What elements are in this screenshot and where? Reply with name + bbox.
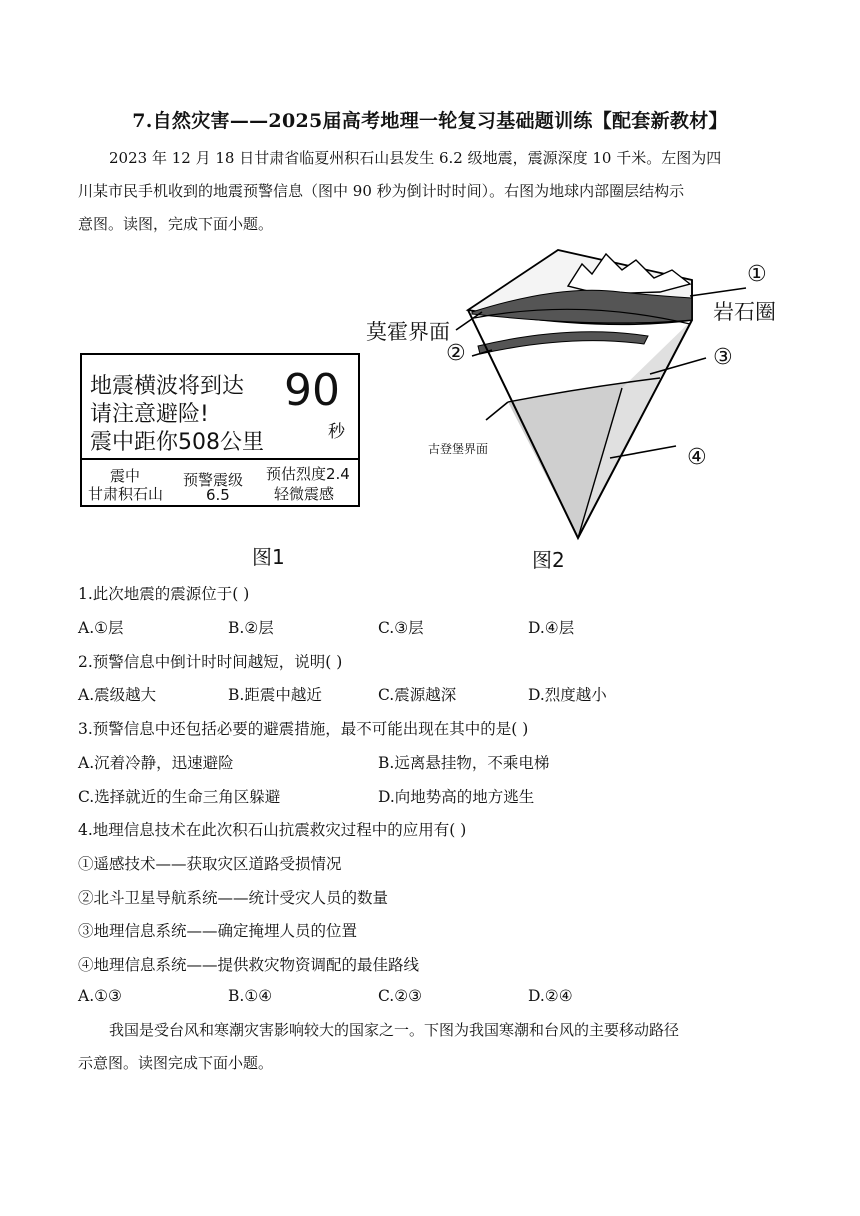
countdown-number: 90 <box>284 365 340 416</box>
q1-option-c[interactable]: C.③层 <box>378 619 424 637</box>
gutenberg-label: 古登堡界面 <box>428 442 489 456</box>
earth-interior-diagram <box>360 240 800 575</box>
mantle-band <box>478 332 648 354</box>
intensity-label: 预估烈度2.4 <box>266 465 350 483</box>
intro-line-1: 2023 年 12 月 18 日甘肃省临夏州积石山县发生 6.2 级地震，震源深度 10 千米。左图为四 <box>109 149 722 167</box>
q4-option-b[interactable]: B.①④ <box>228 987 273 1005</box>
moho-label: 莫霍界面 <box>366 320 450 344</box>
q3-option-c[interactable]: C.选择就近的生命三角区躲避 <box>78 788 281 806</box>
q4-option-d[interactable]: D.②④ <box>528 987 573 1005</box>
q2-option-a[interactable]: A.震级越大 <box>78 686 157 704</box>
marker-4: ④ <box>687 445 707 470</box>
q1-option-b[interactable]: B.②层 <box>228 619 274 637</box>
q1-option-a[interactable]: A.①层 <box>78 619 124 637</box>
question-4-stem: 4.地理信息技术在此次积石山抗震救灾过程中的应用有( ) <box>78 821 467 839</box>
box-divider <box>82 458 358 460</box>
moho-leader-line <box>456 312 482 330</box>
magnitude-label: 预警震级 <box>183 471 244 489</box>
lithosphere-label: 岩石圈 <box>713 300 776 324</box>
q4-item-1: ①遥感技术——获取灾区道路受损情况 <box>78 855 342 873</box>
q2-option-b[interactable]: B.距震中越近 <box>228 686 322 704</box>
intro-line-2: 川某市民手机收到的地震预警信息（图中 90 秒为倒计时时间）。右图为地球内部圈层结构示 <box>78 182 685 200</box>
question-2-stem: 2.预警信息中倒计时时间越短，说明( ) <box>78 653 343 671</box>
q4-option-a[interactable]: A.①③ <box>78 987 122 1005</box>
intensity-value: 轻微震感 <box>274 485 335 503</box>
document-title: 7.自然灾害——2025届高考地理一轮复习基础题训练【配套新教材】 <box>132 110 728 132</box>
q2-option-c[interactable]: C.震源越深 <box>378 686 457 704</box>
earthquake-warning-box <box>80 353 360 507</box>
intro2-line-2: 示意图。读图完成下面小题。 <box>78 1054 274 1072</box>
marker-1: ① <box>747 262 767 287</box>
figure-2-caption: 图2 <box>532 548 565 572</box>
q3-option-d[interactable]: D.向地势高的地方逃生 <box>378 788 535 806</box>
warning-line-1: 地震横波将到达 <box>90 374 245 399</box>
magnitude-value: 6.5 <box>206 486 230 504</box>
question-1-stem: 1.此次地震的震源位于( ) <box>78 585 250 603</box>
intro2-line-1: 我国是受台风和寒潮灾害影响较大的国家之一。下图为我国寒潮和台风的主要移动路径 <box>109 1021 680 1039</box>
epicenter-label: 震中 <box>110 467 141 485</box>
q4-option-c[interactable]: C.②③ <box>378 987 423 1005</box>
marker-1-leader <box>690 288 746 296</box>
figure-1-caption: 图1 <box>252 545 285 569</box>
gutenberg-leader-line <box>486 402 508 420</box>
q2-option-d[interactable]: D.烈度越小 <box>528 686 607 704</box>
epicenter-value: 甘肃积石山 <box>88 485 164 503</box>
marker-2: ② <box>446 341 466 366</box>
q4-item-3: ③地理信息系统——确定掩埋人员的位置 <box>78 922 358 940</box>
question-3-stem: 3.预警信息中还包括必要的避震措施，最不可能出现在其中的是( ) <box>78 720 529 738</box>
q4-item-2: ②北斗卫星导航系统——统计受灾人员的数量 <box>78 889 389 907</box>
marker-3: ③ <box>713 345 733 370</box>
q3-option-b[interactable]: B.远离悬挂物，不乘电梯 <box>378 754 550 772</box>
q1-option-d[interactable]: D.④层 <box>528 619 575 637</box>
q4-item-4: ④地理信息系统——提供救灾物资调配的最佳路线 <box>78 956 420 974</box>
warning-line-3: 震中距你508公里 <box>90 430 264 455</box>
countdown-unit: 秒 <box>328 422 345 442</box>
intro-line-3: 意图。读图，完成下面小题。 <box>78 215 274 233</box>
q3-option-a[interactable]: A.沉着冷静，迅速避险 <box>78 754 234 772</box>
warning-line-2: 请注意避险! <box>90 402 209 427</box>
